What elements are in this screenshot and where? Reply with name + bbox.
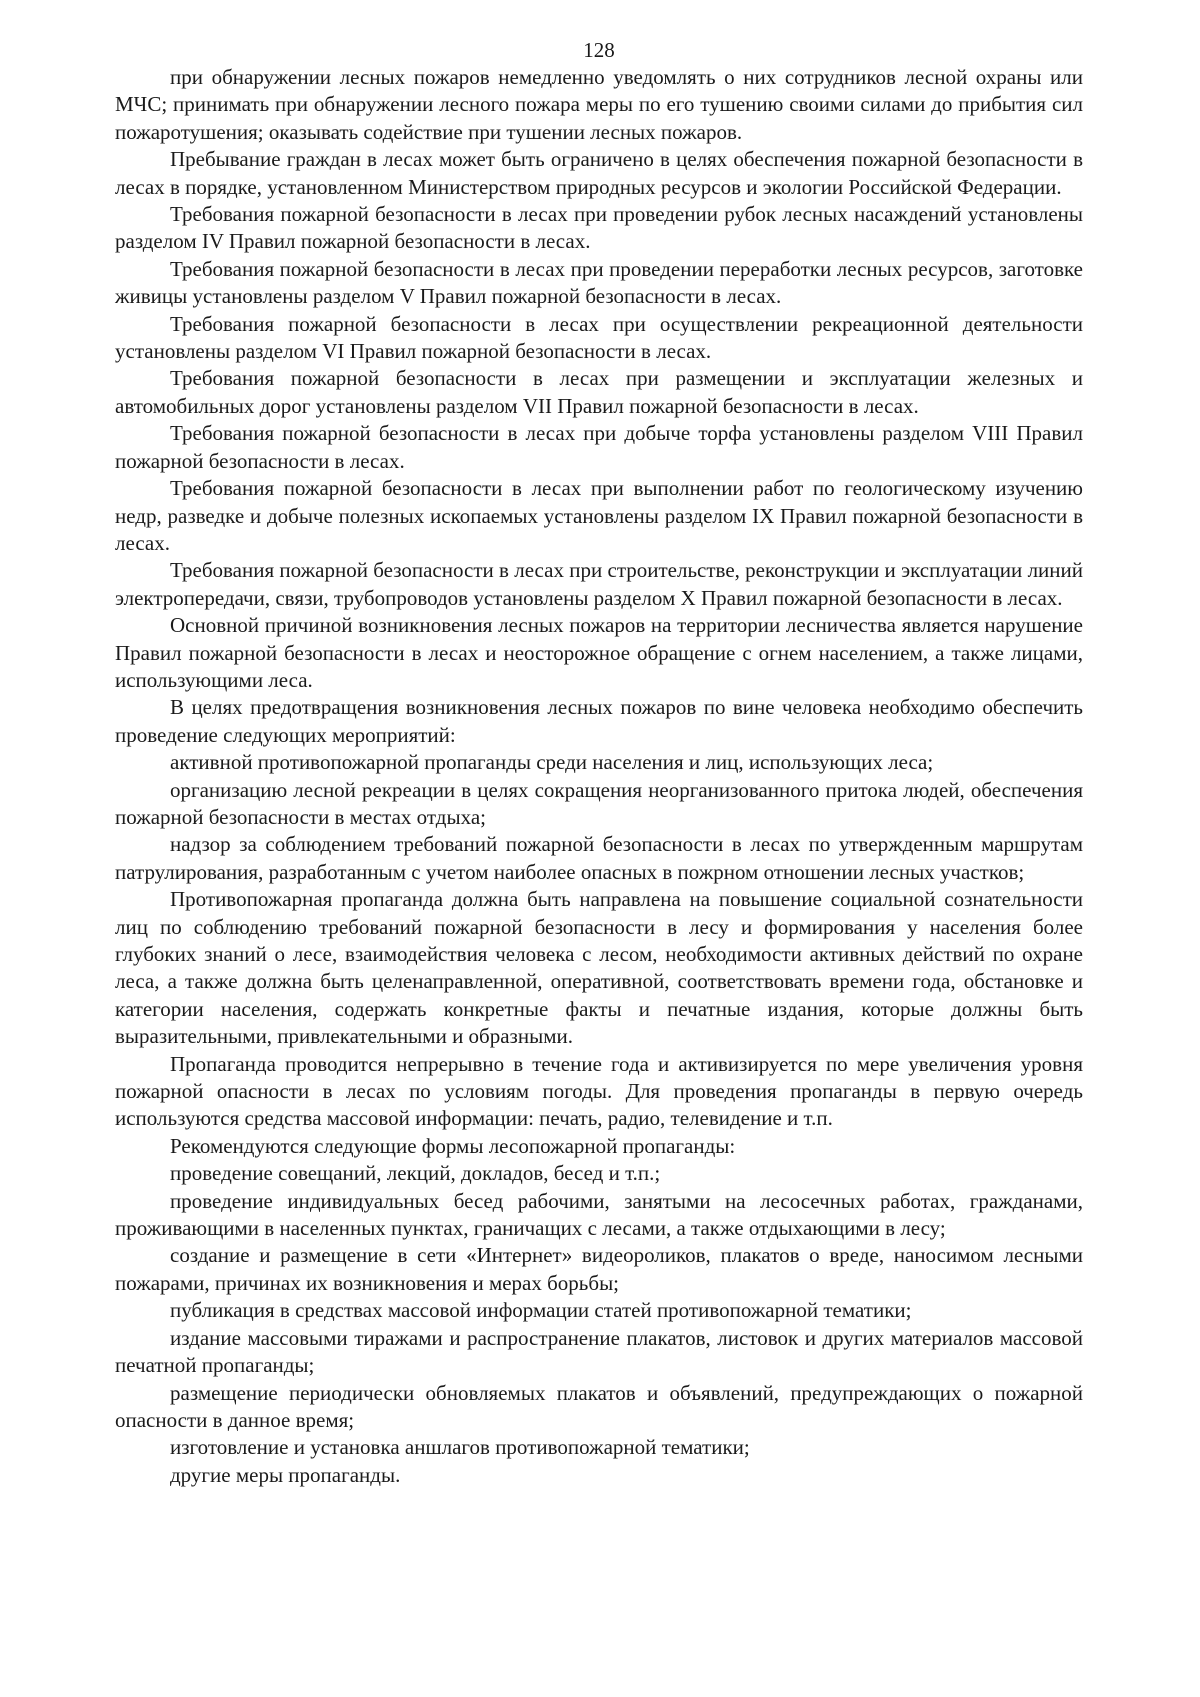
paragraph: Противопожарная пропаганда должна быть направлена на повышение социальной сознательности лиц по соблюдению требований пожарной безопасности в лесу и формирования у населения более глубоких знаний о лесе, взаимодействия человека с лесом, необходимости активных действий по охране леса, а также должна быть целенаправленной, оперативной, соответствовать времени года, обстановке и категории населения, содержать конкретные факты и печатные издания, которые должны быть выразительными, привлекательными и образными. xyxy=(115,887,1083,1049)
paragraph: Требования пожарной безопасности в лесах при проведении переработки лесных ресурсов, заготовке живицы установлены разделом V Правил пожарной безопасности в лесах. xyxy=(115,256,1083,309)
list-item: создание и размещение в сети «Интернет» видеороликов, плакатов о вреде, наносимом лесными пожарами, причинах их возникновения и мерах борьбы; xyxy=(115,1243,1083,1295)
list-item: проведение индивидуальных бесед рабочими, занятыми на лесосечных работах, гражданами, проживающими в населенных пунктах, граничащих с лесами, а также отдыхающими в лесу; xyxy=(115,1188,1083,1241)
paragraph: Рекомендуются следующие формы лесопожарной пропаганды: xyxy=(170,1133,736,1158)
list-item: издание массовыми тиражами и распространение плакатов, листовок и других материалов массовой печатной пропаганды; xyxy=(115,1325,1083,1378)
paragraph: Пребывание граждан в лесах может быть ограничено в целях обеспечения пожарной безопасности в лесах в порядке, установленном Министерством природных ресурсов и экологии Российской Федерации. xyxy=(115,147,1083,199)
list-item: размещение периодически обновляемых плакатов и объявлений, предупреждающих о пожарной опасности в данное время; xyxy=(115,1380,1083,1432)
list-item: надзор за соблюдением требований пожарной безопасности в лесах по утвержденным маршрутам патрулирования, разработанным с учетом наиболее опасных в пожрном отношении лесных участков; xyxy=(115,832,1083,884)
paragraph: Пропаганда проводится непрерывно в течение года и активизируется по мере увеличения уровня пожарной опасности в лесах по условиям погоды. Для проведения пропаганды в первую очередь используются средства массовой информации: печать, радио, телевидение и т.п. xyxy=(115,1051,1083,1131)
paragraph: Требования пожарной безопасности в лесах при осуществлении рекреационной деятельности установлены разделом VI Правил пожарной безопасности в лесах. xyxy=(115,311,1083,364)
paragraph: В целях предотвращения возникновения лесных пожаров по вине человека необходимо обеспечить проведение следующих мероприятий: xyxy=(115,695,1083,747)
paragraph: Требования пожарной безопасности в лесах при выполнении работ по геологическому изучению недр, разведке и добыче полезных ископаемых установлены разделом IX Правил пожарной безопасности в лесах. xyxy=(115,476,1083,555)
paragraph: Требования пожарной безопасности в лесах при размещении и эксплуатации железных и автомобильных дорог установлены разделом VII Правил пожарной безопасности в лесах. xyxy=(115,366,1083,418)
paragraph: Основной причиной возникновения лесных пожаров на территории лесничества является нарушение Правил пожарной безопасности в лесах и неосторожное обращение с огнем населением, а также лицами, использующими леса. xyxy=(115,613,1083,692)
list-item: публикация в средствах массовой информации статей противопожарной тематики; xyxy=(170,1298,912,1323)
paragraph: Требования пожарной безопасности в лесах при строительстве, реконструкции и эксплуатации линий электропередачи, связи, трубопроводов установлены разделом X Правил пожарной безопасности в лесах. xyxy=(115,558,1083,610)
paragraph: Требования пожарной безопасности в лесах при проведении рубок лесных насаждений установлены разделом IV Правил пожарной безопасности в лесах. xyxy=(115,202,1083,254)
document-page xyxy=(115,38,1083,1489)
list-item: организацию лесной рекреации в целях сокращения неорганизованного притока людей, обеспечения пожарной безопасности в местах отдыха; xyxy=(115,777,1083,829)
list-item: изготовление и установка аншлагов противопожарной тематики; xyxy=(170,1435,750,1460)
paragraph: Требования пожарной безопасности в лесах при добыче торфа установлены разделом VIII Правил пожарной безопасности в лесах. xyxy=(115,421,1083,473)
page-number: 128 xyxy=(583,38,615,62)
list-item: активной противопожарной пропаганды среди населения и лиц, использующих леса; xyxy=(170,750,934,775)
list-item: проведение совещаний, лекций, докладов, бесед и т.п.; xyxy=(170,1161,661,1186)
paragraph: при обнаружении лесных пожаров немедленно уведомлять о них сотрудников лесной охраны или МЧС; принимать при обнаружении лесного пожара меры по его тушению своими силами до прибытия сил пожаротушения; оказывать содействие при тушении лесных пожаров. xyxy=(115,65,1083,144)
list-item: другие меры пропаганды. xyxy=(170,1462,401,1487)
